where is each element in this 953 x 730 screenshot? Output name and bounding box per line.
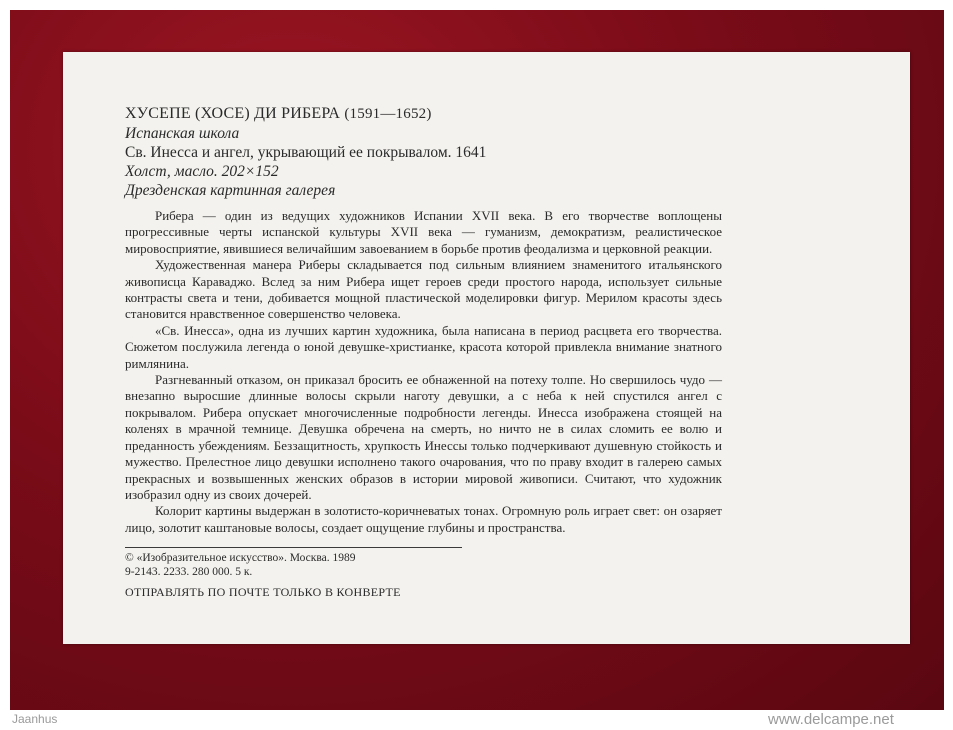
card-header bbox=[125, 104, 486, 200]
gallery-line: Дрезденская картинная галерея bbox=[125, 182, 336, 199]
artwork-title: Св. Инесса и ангел, укрывающий ее покрывалом. 1641 bbox=[125, 144, 487, 161]
medium-line: Холст, масло. 202×152 bbox=[125, 163, 279, 180]
divider-line bbox=[125, 547, 462, 548]
paragraph: Разгневанный отказом, он приказал бросить ее обнаженной на потеху толпе. Но свершилось чудо — внезапно выросшие длинные волосы скрыли наготу девушки, а с неба к ней спустился ангел с покрывалом. Рибера опускает многочисленные подробности легенды. Инесса изображена стоящей на коленях в мрачной темнице. Девушка обречена на смерть, но ничто не в силах сломить ее волю и преданность убеждениям. Беззащитность, хрупкость Инессы только подчеркивают душевную стойкость и мужество. Прелестное лицо девушки исполнено такого очарования, что по праву входит в галерею самых прекрасных и возвышенных женских образов в истории мировой живописи. Считают, что художник изобразил одну из своих дочерей. bbox=[125, 372, 722, 502]
publisher-line: © «Изобразительное искусство». Москва. 1989 bbox=[125, 552, 356, 564]
watermark-left: Jaanhus bbox=[12, 712, 58, 726]
paragraph: «Св. Инесса», одна из лучших картин художника, была написана в период расцвета его творчества. Сюжетом послужила легенда о юной девушке-христианке, красота которой привлекла внимание знатного римлянина. bbox=[125, 322, 722, 371]
description-text bbox=[125, 208, 722, 536]
artist-dates: (1591—1652) bbox=[344, 106, 432, 122]
paragraph: Художественная манера Риберы складывается под сильным влиянием знаменитого итальянского живописца Караваджо. Вслед за ним Рибера ищет героев среди простого народа, использует сильные контрасты света и тени, добивается мощной пластической моделировки фигур. Мерилом красоты здесь становится нравственное совершенство человека. bbox=[125, 257, 722, 322]
paragraph: Колорит картины выдержан в золотисто-коричневатых тонах. Огромную роль играет свет: он озаряет лицо, золотит каштановые волосы, создает ощущение глубины и пространства. bbox=[125, 503, 722, 535]
print-code-line: 9-2143. 2233. 280 000. 5 к. bbox=[125, 566, 253, 578]
artist-name: ХУСЕПЕ (ХОСЕ) ДИ РИБЕРА bbox=[125, 105, 341, 122]
paragraph: Рибера — один из ведущих художников Испании XVII века. В его творчестве воплощены прогрессивные черты испанской культуры XVII века — гуманизм, демократизм, реалистическое мировосприятие, явившиеся величайшим завоеванием в борьбе против феодализма и церковной реакции. bbox=[125, 208, 722, 256]
mailing-note: ОТПРАВЛЯТЬ ПО ПОЧТЕ ТОЛЬКО В КОНВЕРТЕ bbox=[125, 585, 401, 599]
artist-line bbox=[125, 104, 486, 124]
imprint bbox=[125, 551, 356, 579]
postcard-back bbox=[63, 52, 910, 644]
school-line: Испанская школа bbox=[125, 125, 240, 142]
watermark-right: www.delcampe.net bbox=[768, 711, 894, 728]
